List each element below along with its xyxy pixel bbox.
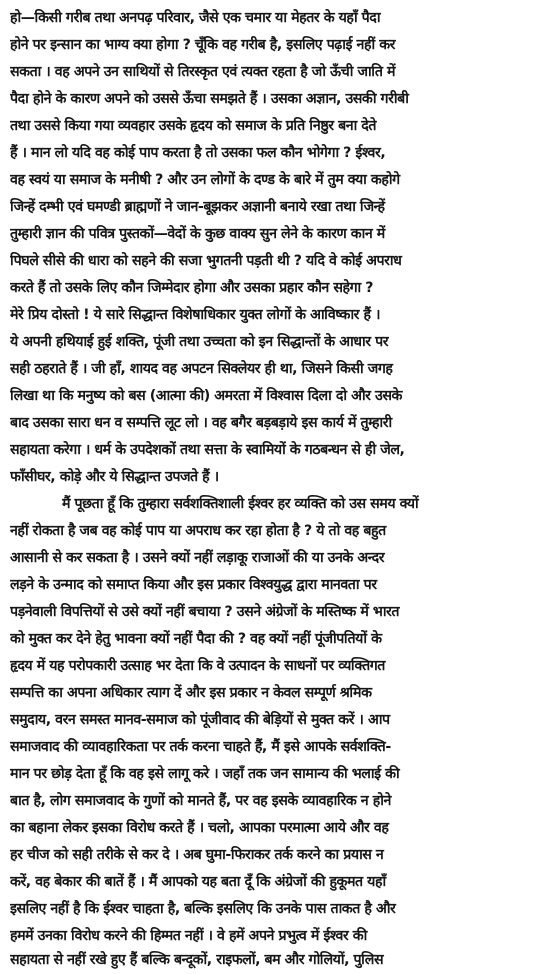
text-line: हैं । मान लो यदि वह कोई पाप करता है तो उसका फल कौन भोगेगा ? ईश्वर, [10,145,386,161]
text-line: इसलिए नहीं है कि ईश्वर चाहता है, बल्कि इसलिए कि उनके पास ताकत है और [10,901,396,917]
text-line: सहायता करेगा । धर्म के उपदेशकों तथा सत्ता के स्वामियों के गठबन्धन से ही जेल, [10,442,405,458]
text-line: पैदा होने के कारण अपने को उससे ऊँचा समझते हैं । उसका अज्ञान, उसकी गरीबी [10,91,409,107]
text-line: तुम्हारी ज्ञान की पवित्र पुस्तकों—वेदों के कुछ वाक्य सुन लेने के कारण कान में [10,226,385,242]
text-line: मैं पूछता हूँ कि तुम्हारा सर्वशक्तिशाली ईश्वर हर व्यक्ति को उस समय क्यों [62,496,419,512]
text-line: को मुक्त कर देने हेतु भावना क्यों नहीं पैदा की ? वह क्यों नहीं पूंजीपतियों के [10,631,382,647]
text-line: तथा उससे किया गया व्यवहार उसके हृदय को समाज के प्रति निष्ठुर बना देते [10,118,377,134]
text-line: पिघले सीसे की धारा को सहने की सजा भुगतनी पड़ती थी ? यदि वे कोई अपराध [10,253,402,269]
text-line: हो—किसी गरीब तथा अनपढ़ परिवार, जैसे एक चमार या मेहतर के यहाँ पैदा [10,10,381,26]
text-line: लड़ने के उन्माद को समाप्त किया और इस प्रकार विश्वयुद्ध द्वारा मानवता पर [10,577,377,593]
text-line: सकता । वह अपने उन साथियों से तिरस्कृत एवं त्यक्त रहता है जो ऊँची जाति में [10,64,396,80]
text-line: का बहाना लेकर इसका विरोध करते हैं । चलो, आपका परमात्मा आये और वह [10,820,389,836]
text-line: करते हैं तो उसके लिए कौन जिम्मेदार होगा और उसका प्रहार कौन सहेगा ? [10,280,374,296]
text-line: आसानी से कर सकता है । उसने क्यों नहीं लड़ाकू राजाओं की या उनके अन्दर [10,550,385,566]
text-line: लिखा था कि मनुष्य को बस (आत्मा की) अमरता में विश्वास दिला दो और उसके [10,388,402,404]
text-line: ये अपनी हथियाई हुई शक्ति, पूंजी तथा उच्चता को इन सिद्धान्तों के आधार पर [10,334,389,350]
text-line: सही ठहराते हैं । जी हाँ, शायद वह अपटन सिक्लेयर ही था, जिसने किसी जगह [10,361,393,377]
text-line: हृदय में यह परोपकारी उत्साह भर देता कि वे उत्पादन के साधनों पर व्यक्तिगत [10,658,385,674]
text-line: जिन्हें दम्भी एवं घमण्डी ब्राह्मणों ने जान-बूझकर अज्ञानी बनाये रखा तथा जिन्हें [10,199,385,215]
text-line: हममें उनका विरोध करने की हिम्मत नहीं । वे हमें अपने प्रभुत्व में ईश्वर की [10,928,367,944]
text-line: बाद उसका सारा धन व सम्पत्ति लूट लो । वह बगैर बड़बड़ाये इस कार्य में तुम्हारी [10,415,392,431]
text-line: बात है, लोग समाजवाद के गुणों को मानते हैं, पर वह इसके व्यावहारिक न होने [10,793,391,809]
text-line: सहायता से नहीं रखे हुए हैं बल्कि बन्दूकों, राइफलों, बम और गोलियों, पुलिस [10,952,384,968]
text-line: मेरे प्रिय दोस्तो ! ये सारे सिद्धान्त विशेषाधिकार युक्त लोगों के आविष्कार हैं । [10,307,381,323]
text-line: फाँसीघर, कोड़े और ये सिद्धान्त उपजते हैं । [10,469,219,485]
text-line: मान पर छोड़ देता हूँ कि वह इसे लागू करे । जहाँ तक जन सामान्य की भलाई की [10,766,400,782]
text-line: पड़नेवाली विपत्तियों से उसे क्यों नहीं बचाया ? उसने अंग्रेजों के मस्तिष्क में भारत [10,604,400,620]
text-line: हर चीज को सही तरीके से कर दे । अब घुमा-फिराकर तर्क करने का प्रयास न [10,847,384,863]
text-line: समुदाय, वरन समस्त मानव-समाज को पूंजीवाद की बेड़ियों से मुक्त करें । आप [10,712,390,728]
text-line: नहीं रोकता है जब वह कोई पाप या अपराध कर रहा होता है ? ये तो वह बहुत [10,523,386,539]
text-line: सम्पत्ति का अपना अधिकार त्याग दें और इस प्रकार न केवल सम्पूर्ण श्रमिक [10,685,372,701]
text-line: समाजवाद की व्यावहारिकता पर तर्क करना चाहते हैं, मैं इसे आपके सर्वशक्ति- [10,739,391,755]
text-line: करें, वह बेकार की बातें हैं । मैं आपको यह बता दूँ कि अंग्रेजों की हुकूमत यहाँ [10,874,386,890]
text-line: होने पर इन्सान का भाग्य क्या होगा ? चूँकि वह गरीब है, इसलिए पढ़ाई नहीं कर [10,37,395,53]
text-line: वह स्वयं या समाज के मनीषी ? और उन लोगों के दण्ड के बारे में तुम क्या कहोगे [10,172,400,188]
